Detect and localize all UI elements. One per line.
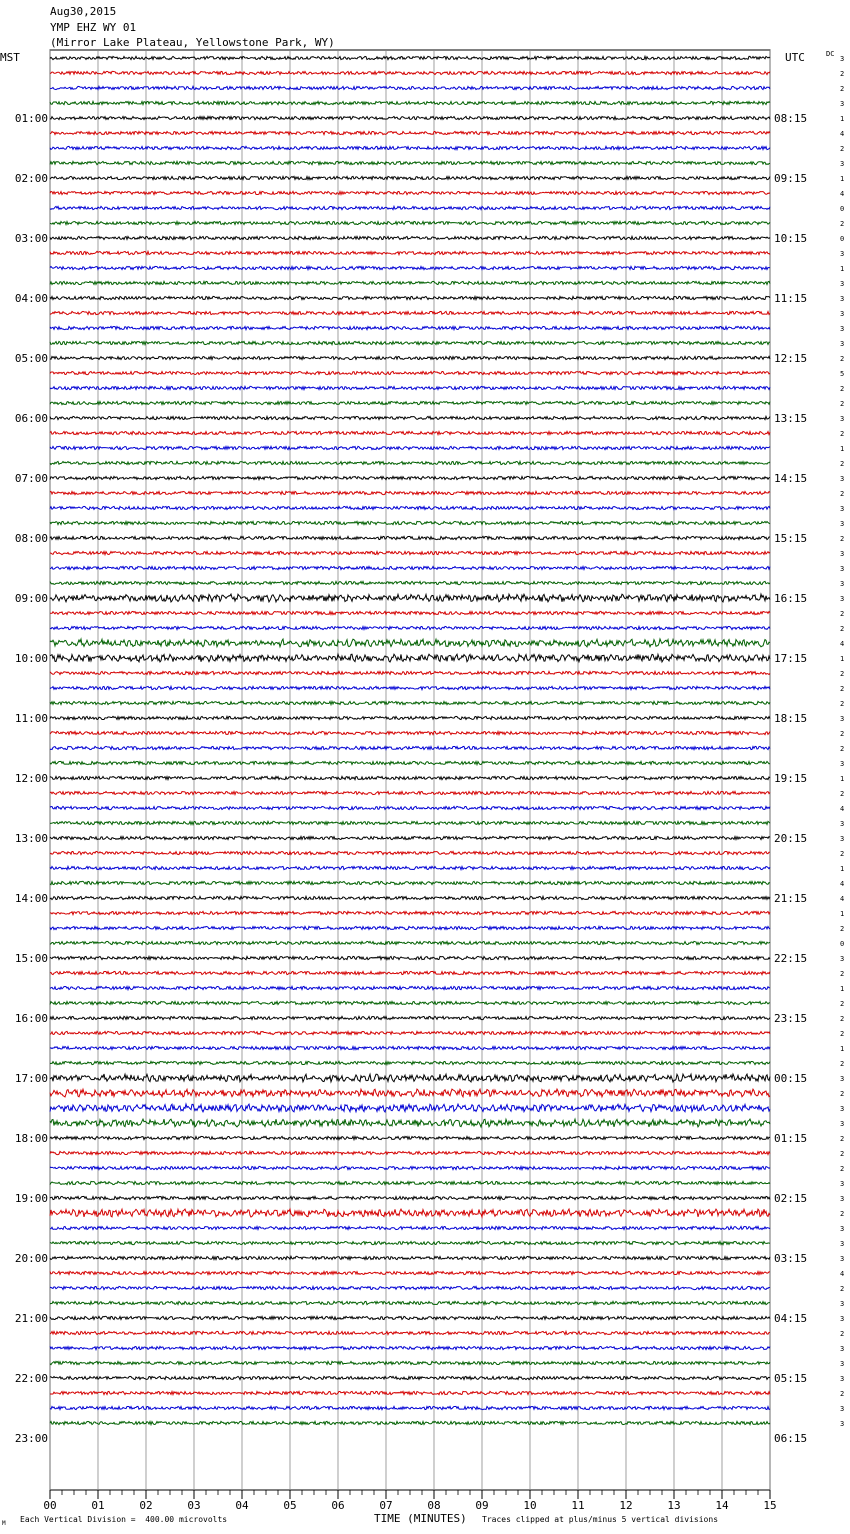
left-hour-label: 19:00 — [14, 1192, 48, 1205]
trace-line — [50, 116, 770, 119]
dc-value: 3 — [840, 505, 845, 513]
left-hour-label: 11:00 — [14, 712, 48, 725]
right-hour-label: 21:15 — [774, 892, 808, 905]
dc-value: 3 — [840, 1105, 845, 1113]
dc-value: 4 — [840, 640, 845, 648]
dc-value: 3 — [840, 100, 845, 108]
right-hour-label: 18:15 — [774, 712, 808, 725]
dc-value: 5 — [840, 370, 845, 378]
dc-value: 4 — [840, 130, 845, 138]
dc-value: 1 — [840, 115, 845, 123]
dc-value: 3 — [840, 820, 845, 828]
trace-line — [50, 1119, 770, 1127]
dc-value: 3 — [840, 550, 845, 558]
x-tick-label: 08 — [427, 1499, 441, 1512]
trace-line — [50, 866, 770, 869]
dc-value: 3 — [840, 1240, 845, 1248]
trace-line — [50, 1391, 770, 1394]
dc-value: 2 — [840, 670, 845, 678]
right-hour-label: 15:15 — [774, 532, 808, 545]
trace-line — [50, 1046, 770, 1049]
dc-value: 2 — [840, 1390, 845, 1398]
dc-value: 2 — [840, 925, 845, 933]
trace-line — [50, 1376, 770, 1379]
x-tick-label: 06 — [331, 1499, 345, 1512]
dc-value: 3 — [840, 250, 845, 258]
right-timezone-label: UTC — [785, 51, 805, 64]
dc-value: 1 — [840, 175, 845, 183]
dc-value: 2 — [840, 970, 845, 978]
trace-line — [50, 821, 770, 824]
dc-value: 2 — [840, 850, 845, 858]
trace-line — [50, 911, 770, 914]
x-tick-label: 10 — [523, 1499, 537, 1512]
dc-value: 3 — [840, 310, 845, 318]
dc-value: 3 — [840, 1315, 845, 1323]
left-hour-label: 10:00 — [14, 652, 48, 665]
dc-value: 3 — [840, 715, 845, 723]
trace-line — [50, 446, 770, 449]
trace-line — [50, 416, 770, 419]
dc-value: 2 — [840, 400, 845, 408]
x-tick-label: 03 — [187, 1499, 201, 1512]
left-hour-label: 03:00 — [14, 232, 48, 245]
dc-value: 3 — [840, 1405, 845, 1413]
trace-line — [50, 791, 770, 794]
right-hour-label: 02:15 — [774, 1192, 808, 1205]
dc-value: 3 — [840, 955, 845, 963]
dc-value: 3 — [840, 1180, 845, 1188]
trace-line — [50, 371, 770, 374]
trace-line — [50, 146, 770, 149]
right-hour-label: 23:15 — [774, 1012, 808, 1025]
trace-line — [50, 296, 770, 299]
trace-line — [50, 1406, 770, 1409]
trace-line — [50, 671, 770, 674]
trace-line — [50, 1089, 770, 1097]
trace-line — [50, 731, 770, 734]
dc-value: 3 — [840, 1075, 845, 1083]
dc-value: 3 — [840, 760, 845, 768]
x-tick-label: 05 — [283, 1499, 297, 1512]
x-tick-label: 09 — [475, 1499, 489, 1512]
x-tick-label: 11 — [571, 1499, 585, 1512]
x-tick-label: 02 — [139, 1499, 153, 1512]
dc-value: 2 — [840, 745, 845, 753]
left-hour-label: 14:00 — [14, 892, 48, 905]
dc-value: 2 — [840, 460, 845, 468]
dc-value: 4 — [840, 805, 845, 813]
right-hour-label: 12:15 — [774, 352, 808, 365]
left-hour-label: 06:00 — [14, 412, 48, 425]
dc-value: 0 — [840, 940, 845, 948]
dc-value: 2 — [840, 1285, 845, 1293]
left-hour-label: 13:00 — [14, 832, 48, 845]
dc-value: 3 — [840, 1255, 845, 1263]
clip-note: Traces clipped at plus/minus 5 vertical divisions — [482, 1515, 719, 1524]
dc-value: 1 — [840, 265, 845, 273]
dc-value: 2 — [840, 1060, 845, 1068]
dc-value: 3 — [840, 55, 845, 63]
trace-line — [50, 701, 770, 704]
trace-line — [50, 594, 770, 602]
right-hour-label: 22:15 — [774, 952, 808, 965]
left-hour-label: 02:00 — [14, 172, 48, 185]
dc-value: 4 — [840, 1270, 845, 1278]
trace-line — [50, 566, 770, 569]
left-timezone-label: MST — [0, 51, 20, 64]
trace-line — [50, 881, 770, 884]
trace-line — [50, 461, 770, 464]
right-hour-label: 05:15 — [774, 1372, 808, 1385]
left-hour-label: 12:00 — [14, 772, 48, 785]
dc-value: 2 — [840, 1150, 845, 1158]
plot-date: Aug30,2015 — [50, 5, 117, 18]
trace-line — [50, 506, 770, 509]
station-code: YMP EHZ WY 01 — [50, 21, 137, 34]
dc-value: 3 — [840, 340, 845, 348]
trace-line — [50, 191, 770, 194]
dc-value: 3 — [840, 160, 845, 168]
trace-line — [50, 1256, 770, 1259]
dc-value: 2 — [840, 610, 845, 618]
trace-line — [50, 341, 770, 344]
trace-line — [50, 491, 770, 494]
left-hour-label: 16:00 — [14, 1012, 48, 1025]
trace-line — [50, 761, 770, 764]
trace-line — [50, 1136, 770, 1139]
station-location: (Mirror Lake Plateau, Yellowstone Park, WY) — [50, 36, 335, 49]
dc-value: 1 — [840, 910, 845, 918]
right-hour-label: 14:15 — [774, 472, 808, 485]
dc-value: 3 — [840, 280, 845, 288]
trace-line — [50, 1166, 770, 1169]
dc-value: 3 — [840, 415, 845, 423]
trace-line — [50, 86, 770, 89]
trace-line — [50, 101, 770, 104]
trace-line — [50, 206, 770, 209]
dc-value: 1 — [840, 775, 845, 783]
trace-line — [50, 1271, 770, 1274]
dc-value: 2 — [840, 535, 845, 543]
x-axis-title: TIME (MINUTES) — [374, 1512, 467, 1525]
dc-value: 3 — [840, 1375, 845, 1383]
dc-value: 2 — [840, 1330, 845, 1338]
trace-line — [50, 851, 770, 854]
right-hour-label: 16:15 — [774, 592, 808, 605]
left-hour-label: 15:00 — [14, 952, 48, 965]
trace-line — [50, 926, 770, 929]
right-hour-label: 10:15 — [774, 232, 808, 245]
trace-line — [50, 236, 770, 239]
dc-value: 3 — [840, 1225, 845, 1233]
trace-line — [50, 581, 770, 584]
trace-line — [50, 131, 770, 134]
scale-note: Each Vertical Division = 400.00 microvolts — [20, 1515, 228, 1524]
trace-line — [50, 1286, 770, 1289]
trace-line — [50, 1331, 770, 1334]
trace-line — [50, 654, 770, 662]
right-hour-label: 17:15 — [774, 652, 808, 665]
right-hour-label: 08:15 — [774, 112, 808, 125]
dc-value: 2 — [840, 685, 845, 693]
right-hour-label: 20:15 — [774, 832, 808, 845]
trace-line — [50, 971, 770, 974]
trace-line — [50, 251, 770, 254]
dc-value: 3 — [840, 580, 845, 588]
dc-value: 1 — [840, 985, 845, 993]
dc-value: 4 — [840, 880, 845, 888]
right-hour-label: 13:15 — [774, 412, 808, 425]
trace-line — [50, 1241, 770, 1244]
dc-value: 4 — [840, 895, 845, 903]
dc-value: 3 — [840, 295, 845, 303]
dc-value: 3 — [840, 1300, 845, 1308]
trace-line — [50, 1346, 770, 1349]
trace-line — [50, 176, 770, 179]
left-hour-label: 18:00 — [14, 1132, 48, 1145]
right-hour-label: 01:15 — [774, 1132, 808, 1145]
trace-line — [50, 1061, 770, 1064]
dc-value: 0 — [840, 235, 845, 243]
left-hour-label: 05:00 — [14, 352, 48, 365]
dc-value: 2 — [840, 70, 845, 78]
dc-value: 2 — [840, 220, 845, 228]
right-hour-label: 03:15 — [774, 1252, 808, 1265]
right-hour-label: 19:15 — [774, 772, 808, 785]
trace-line — [50, 1074, 770, 1082]
dc-value: 3 — [840, 835, 845, 843]
dc-value: 2 — [840, 1000, 845, 1008]
trace-line — [50, 386, 770, 389]
trace-line — [50, 266, 770, 269]
x-tick-label: 12 — [619, 1499, 633, 1512]
trace-line — [50, 71, 770, 74]
dc-value: 3 — [840, 1345, 845, 1353]
left-hour-label: 22:00 — [14, 1372, 48, 1385]
right-hour-label: 09:15 — [774, 172, 808, 185]
left-hour-label: 21:00 — [14, 1312, 48, 1325]
trace-line — [50, 1361, 770, 1364]
right-hour-label: 00:15 — [774, 1072, 808, 1085]
dc-value: 2 — [840, 1165, 845, 1173]
trace-line — [50, 1316, 770, 1319]
dc-value: 2 — [840, 430, 845, 438]
trace-line — [50, 1031, 770, 1034]
trace-line — [50, 161, 770, 164]
dc-value: 3 — [840, 565, 845, 573]
dc-value: 2 — [840, 1015, 845, 1023]
left-hour-label: 09:00 — [14, 592, 48, 605]
dc-value: 3 — [840, 475, 845, 483]
dc-value: 2 — [840, 385, 845, 393]
dc-value: 3 — [840, 520, 845, 528]
trace-line — [50, 806, 770, 809]
x-tick-label: 01 — [91, 1499, 105, 1512]
x-tick-label: 13 — [667, 1499, 681, 1512]
dc-value: 2 — [840, 730, 845, 738]
dc-value: 2 — [840, 1090, 845, 1098]
dc-value: 4 — [840, 190, 845, 198]
dc-value: 2 — [840, 700, 845, 708]
dc-value: 1 — [840, 865, 845, 873]
dc-value: 3 — [840, 325, 845, 333]
dc-value: 1 — [840, 445, 845, 453]
dc-value: 2 — [840, 790, 845, 798]
dc-value: 2 — [840, 1135, 845, 1143]
trace-line — [50, 746, 770, 749]
trace-line — [50, 1209, 770, 1217]
trace-line — [50, 776, 770, 779]
left-hour-label: 17:00 — [14, 1072, 48, 1085]
right-hour-label: 04:15 — [774, 1312, 808, 1325]
left-hour-label: 08:00 — [14, 532, 48, 545]
x-tick-label: 15 — [763, 1499, 777, 1512]
dc-value: 2 — [840, 85, 845, 93]
left-hour-label: 01:00 — [14, 112, 48, 125]
trace-line — [50, 311, 770, 314]
trace-line — [50, 956, 770, 959]
trace-line — [50, 1226, 770, 1229]
dc-value: 2 — [840, 355, 845, 363]
x-tick-label: 07 — [379, 1499, 393, 1512]
trace-line — [50, 1151, 770, 1154]
dc-value: 0 — [840, 205, 845, 213]
dc-value: 3 — [840, 1360, 845, 1368]
trace-line — [50, 1181, 770, 1184]
trace-line — [50, 521, 770, 524]
dc-value: 2 — [840, 1030, 845, 1038]
left-hour-label: 20:00 — [14, 1252, 48, 1265]
trace-line — [50, 56, 770, 59]
left-hour-label: 07:00 — [14, 472, 48, 485]
dc-value: 3 — [840, 1120, 845, 1128]
trace-line — [50, 986, 770, 989]
trace-line — [50, 476, 770, 479]
trace-line — [50, 626, 770, 629]
dc-value: 1 — [840, 1045, 845, 1053]
trace-line — [50, 639, 770, 647]
trace-line — [50, 551, 770, 554]
dc-value: 2 — [840, 1210, 845, 1218]
dc-value: 2 — [840, 625, 845, 633]
corner-mark: M — [2, 1520, 6, 1527]
right-hour-label: 11:15 — [774, 292, 808, 305]
left-hour-label: 04:00 — [14, 292, 48, 305]
trace-line — [50, 401, 770, 404]
dc-value: 2 — [840, 490, 845, 498]
x-tick-label: 14 — [715, 1499, 729, 1512]
dc-value: 3 — [840, 1195, 845, 1203]
trace-line — [50, 1196, 770, 1199]
x-tick-label: 04 — [235, 1499, 249, 1512]
trace-line — [50, 356, 770, 359]
trace-line — [50, 716, 770, 719]
trace-line — [50, 1001, 770, 1004]
trace-line — [50, 686, 770, 689]
trace-line — [50, 1104, 770, 1112]
trace-line — [50, 536, 770, 539]
trace-line — [50, 221, 770, 224]
trace-line — [50, 1301, 770, 1304]
x-tick-label: 00 — [43, 1499, 57, 1512]
dc-value: 3 — [840, 1420, 845, 1428]
trace-line — [50, 836, 770, 839]
trace-line — [50, 1421, 770, 1424]
trace-line — [50, 326, 770, 329]
trace-line — [50, 1016, 770, 1019]
left-hour-label: 23:00 — [14, 1432, 48, 1445]
trace-line — [50, 941, 770, 944]
dc-header-label: DC — [826, 50, 835, 58]
dc-value: 1 — [840, 655, 845, 663]
dc-value: 2 — [840, 145, 845, 153]
right-hour-label: 06:15 — [774, 1432, 808, 1445]
trace-line — [50, 281, 770, 284]
trace-line — [50, 896, 770, 899]
dc-value: 3 — [840, 595, 845, 603]
trace-line — [50, 431, 770, 434]
trace-line — [50, 611, 770, 614]
